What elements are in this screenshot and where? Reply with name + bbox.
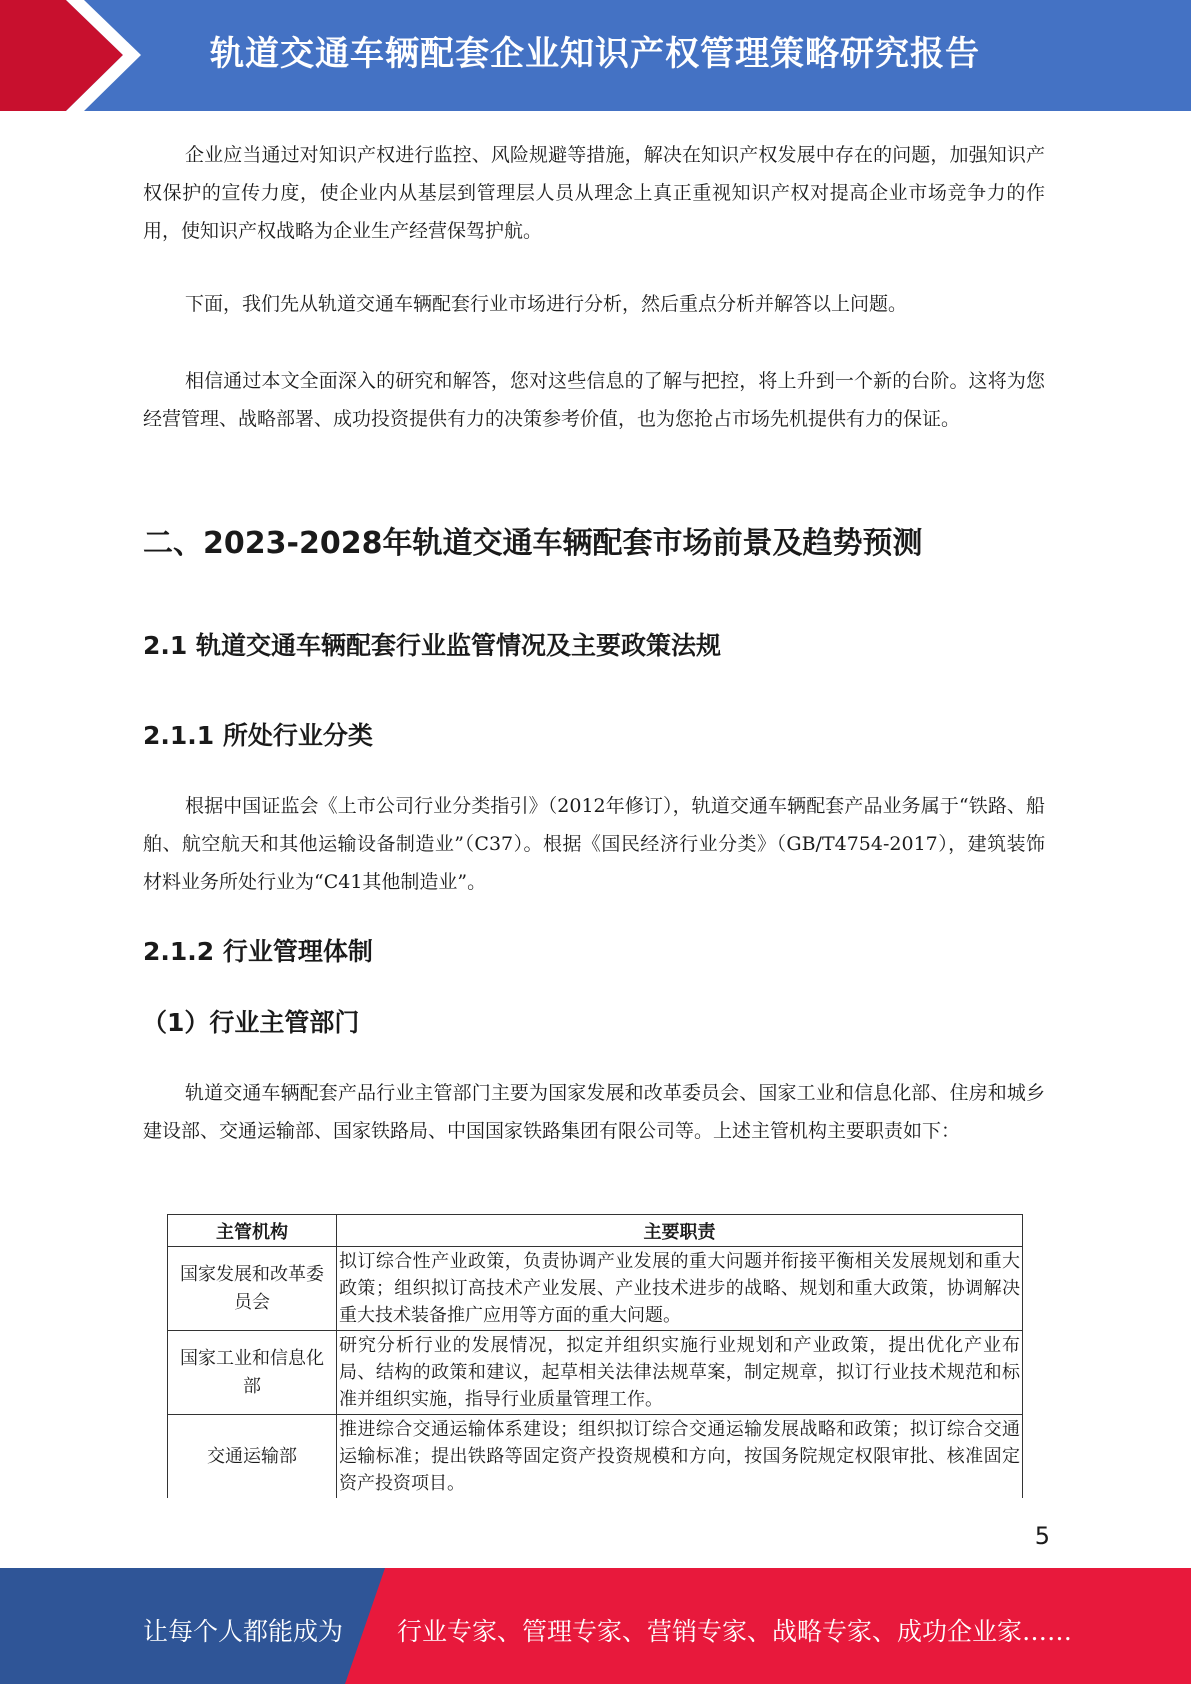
subsection-heading-2-1-2: 2.1.2 行业管理体制 — [143, 937, 373, 966]
table-row — [168, 1247, 1023, 1331]
page-number: 5 — [1034, 1522, 1050, 1550]
table-cell-duty: 推进综合交通运输体系建设；组织拟订综合交通运输发展战略和政策；拟订综合交通运输标准；提出铁路等固定资产投资规模和方向，按国务院规定权限审批、核准固定资产投资项目。 — [337, 1415, 1023, 1499]
table-cell-org: 国家工业和信息化部 — [168, 1331, 337, 1415]
authorities-paragraph: 轨道交通车辆配套产品行业主管部门主要为国家发展和改革委员会、国家工业和信息化部、住房和城乡建设部、交通运输部、国家铁路局、中国国家铁路集团有限公司等。上述主管机构主要职责如下： — [143, 1082, 1045, 1142]
table-cell-duty: 研究分析行业的发展情况，拟定并组织实施行业规划和产业政策，提出优化产业布局、结构的政策和建议，起草相关法律法规草案，制定规章，拟订行业技术规范和标准并组织实施，指导行业质量管理工作。 — [337, 1331, 1023, 1415]
table-cell-org: 交通运输部 — [168, 1415, 337, 1499]
intro-paragraph-2: 下面，我们先从轨道交通车辆配套行业市场进行分析，然后重点分析并解答以上问题。 — [185, 293, 908, 315]
table-header-duty: 主要职责 — [337, 1215, 1023, 1247]
authorities-table — [167, 1214, 1023, 1498]
footer-banner — [0, 1568, 1191, 1684]
subsection-heading-2-1-1: 2.1.1 所处行业分类 — [143, 721, 373, 750]
intro-paragraph-3: 相信通过本文全面深入的研究和解答，您对这些信息的了解与把控，将上升到一个新的台阶。这将为您经营管理、战略部署、成功投资提供有力的决策参考价值，也为您抢占市场先机提供有力的保证。 — [143, 370, 1045, 430]
table-cell-org: 国家发展和改革委员会 — [168, 1247, 337, 1331]
classification-paragraph: 根据中国证监会《上市公司行业分类指引》（2012年修订），轨道交通车辆配套产品业务属于“铁路、船舶、航空航天和其他运输设备制造业”（C37）。根据《国民经济行业分类》（GB/T4754-2017），建筑装饰材料业务所处行业为“C41其他制造业”。 — [143, 795, 1045, 893]
table-header-org: 主管机构 — [168, 1215, 337, 1247]
header-arrow-decoration — [0, 0, 160, 111]
table-row — [168, 1415, 1023, 1499]
footer-slogan-right: 行业专家、管理专家、营销专家、战略专家、成功企业家…… — [397, 1617, 1073, 1646]
sub-item-heading: （1）行业主管部门 — [142, 1008, 360, 1037]
section-heading: 二、2023-2028年轨道交通车辆配套市场前景及趋势预测 — [143, 526, 923, 561]
header-bar — [0, 0, 1191, 111]
report-title: 轨道交通车辆配套企业知识产权管理策略研究报告 — [210, 34, 980, 74]
table-header-row — [168, 1215, 1023, 1247]
intro-paragraph-1: 企业应当通过对知识产权进行监控、风险规避等措施，解决在知识产权发展中存在的问题，加强知识产权保护的宣传力度，使企业内从基层到管理层人员从理念上真正重视知识产权对提高企业市场竞争力的作用，使知识产权战略为企业生产经营保驾护航。 — [143, 144, 1045, 242]
footer-slogan-left: 让每个人都能成为 — [143, 1617, 344, 1646]
subsection-heading: 2.1 轨道交通车辆配套行业监管情况及主要政策法规 — [143, 631, 721, 660]
table-cell-duty: 拟订综合性产业政策，负责协调产业发展的重大问题并衔接平衡相关发展规划和重大政策；组织拟订高技术产业发展、产业技术进步的战略、规划和重大政策，协调解决重大技术装备推广应用等方面的重大问题。 — [337, 1247, 1023, 1331]
table-row — [168, 1331, 1023, 1415]
